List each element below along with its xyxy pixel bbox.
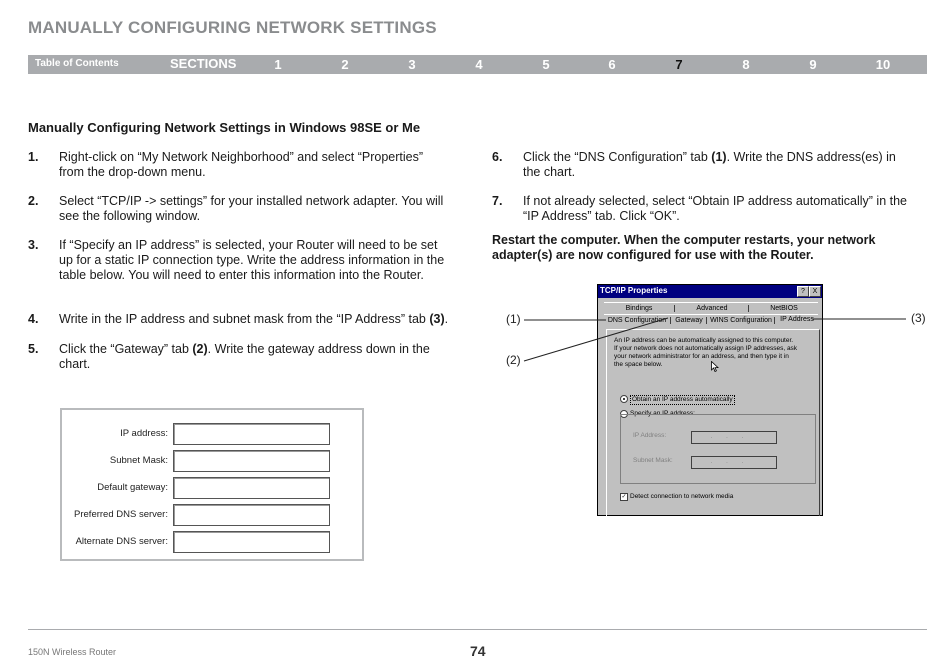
step-text: Write in the IP address and subnet mask from the “IP Address” tab (3). bbox=[59, 312, 449, 326]
section-subheading: Manually Configuring Network Settings in Windows 98SE or Me bbox=[28, 120, 421, 135]
step-text: Select “TCP/IP -> settings” for your installed network adapter. You will see the following window. bbox=[59, 194, 444, 223]
footer-product-name: 150N Wireless Router bbox=[28, 647, 117, 657]
step-text: Click the “DNS Configuration” tab (1). Write the DNS address(es) in the chart. bbox=[523, 150, 896, 179]
step-number: 1. bbox=[28, 150, 39, 164]
step-number: 7. bbox=[492, 194, 503, 208]
detect-connection-label: Detect connection to network media bbox=[630, 493, 734, 500]
page-number: 74 bbox=[470, 643, 486, 659]
tab-dns-configuration[interactable]: DNS Configuration bbox=[604, 317, 671, 324]
field-label: Preferred DNS server: bbox=[74, 509, 168, 520]
ip-address-label: IP Address: bbox=[633, 432, 667, 439]
step-text: Right-click on “My Network Neighborhood” and select “Properties” from the drop-down menu. bbox=[59, 150, 424, 179]
dialog-title: TCP/IP Properties bbox=[600, 286, 668, 295]
tab-ip-address[interactable]: IP Address bbox=[780, 316, 814, 323]
tab-netbios[interactable]: NetBIOS bbox=[770, 305, 798, 312]
section-link-3[interactable]: 3 bbox=[408, 57, 416, 72]
step-text: Click the “Gateway” tab (2). Write the gateway address down in the chart. bbox=[59, 342, 430, 371]
step-number: 6. bbox=[492, 150, 503, 164]
section-link-9[interactable]: 9 bbox=[809, 57, 817, 72]
callout-label-2: (2) bbox=[506, 353, 521, 367]
section-link-4[interactable]: 4 bbox=[475, 57, 483, 72]
step-text: If not already selected, select “Obtain IP address automatically” in the “IP Address” tab. Click “OK”. bbox=[523, 194, 907, 223]
step-number: 4. bbox=[28, 312, 39, 326]
step-number: 2. bbox=[28, 194, 39, 208]
subnet-mask-label: Subnet Mask: bbox=[633, 457, 673, 464]
section-link-6[interactable]: 6 bbox=[608, 57, 616, 72]
field-label: Default gateway: bbox=[97, 482, 168, 493]
tab-advanced[interactable]: Advanced bbox=[676, 305, 749, 312]
step-number: 3. bbox=[28, 238, 39, 252]
field-label: IP address: bbox=[120, 428, 168, 439]
section-link-10[interactable]: 10 bbox=[875, 57, 891, 72]
obtain-ip-label: Obtain an IP address automatically bbox=[632, 396, 733, 403]
tab-bindings[interactable]: Bindings bbox=[604, 305, 675, 312]
page-title: MANUALLY CONFIGURING NETWORK SETTINGS bbox=[28, 18, 437, 37]
step-number: 5. bbox=[28, 342, 39, 356]
table-of-contents-link[interactable]: Table of Contents bbox=[35, 58, 119, 69]
section-link-1[interactable]: 1 bbox=[274, 57, 282, 72]
specify-ip-label: Specify an IP address: bbox=[630, 410, 695, 417]
sections-label: SECTIONS bbox=[170, 56, 237, 71]
help-button[interactable]: ? bbox=[797, 286, 809, 297]
section-link-8[interactable]: 8 bbox=[742, 57, 750, 72]
field-label: Subnet Mask: bbox=[109, 455, 168, 466]
tab-wins-configuration[interactable]: WINS Configuration bbox=[708, 317, 775, 324]
callout-line-2 bbox=[524, 318, 668, 361]
footer-divider bbox=[28, 629, 927, 630]
ip-address-input[interactable]: ... bbox=[691, 431, 777, 444]
subnet-mask-input[interactable]: ... bbox=[691, 456, 777, 469]
field-label: Alternate DNS server: bbox=[75, 536, 168, 547]
callout-label-1: (1) bbox=[506, 312, 521, 326]
section-link-5[interactable]: 5 bbox=[542, 57, 550, 72]
tab-gateway[interactable]: Gateway bbox=[672, 317, 707, 324]
section-link-7[interactable]: 7 bbox=[675, 57, 683, 72]
step-text: If “Specify an IP address” is selected, your Router will need to be set up for a static IP connection type. Write the address information in the table below. You will need to enter this information into the Router. bbox=[59, 238, 445, 282]
close-button[interactable]: X bbox=[809, 286, 821, 297]
callout-label-3: (3) bbox=[911, 311, 926, 325]
detect-connection-checkbox[interactable]: ✓ bbox=[621, 494, 627, 500]
restart-note: Restart the computer. When the computer restarts, your network adapter(s) are now configured for use with the Router. bbox=[492, 233, 876, 262]
section-link-2[interactable]: 2 bbox=[341, 57, 349, 72]
dialog-info-text: An IP address can be automatically assigned to this computer. If your network does not automatically assign IP addresses, ask your network administrator for an address, and then type it in the space below. bbox=[614, 337, 798, 368]
